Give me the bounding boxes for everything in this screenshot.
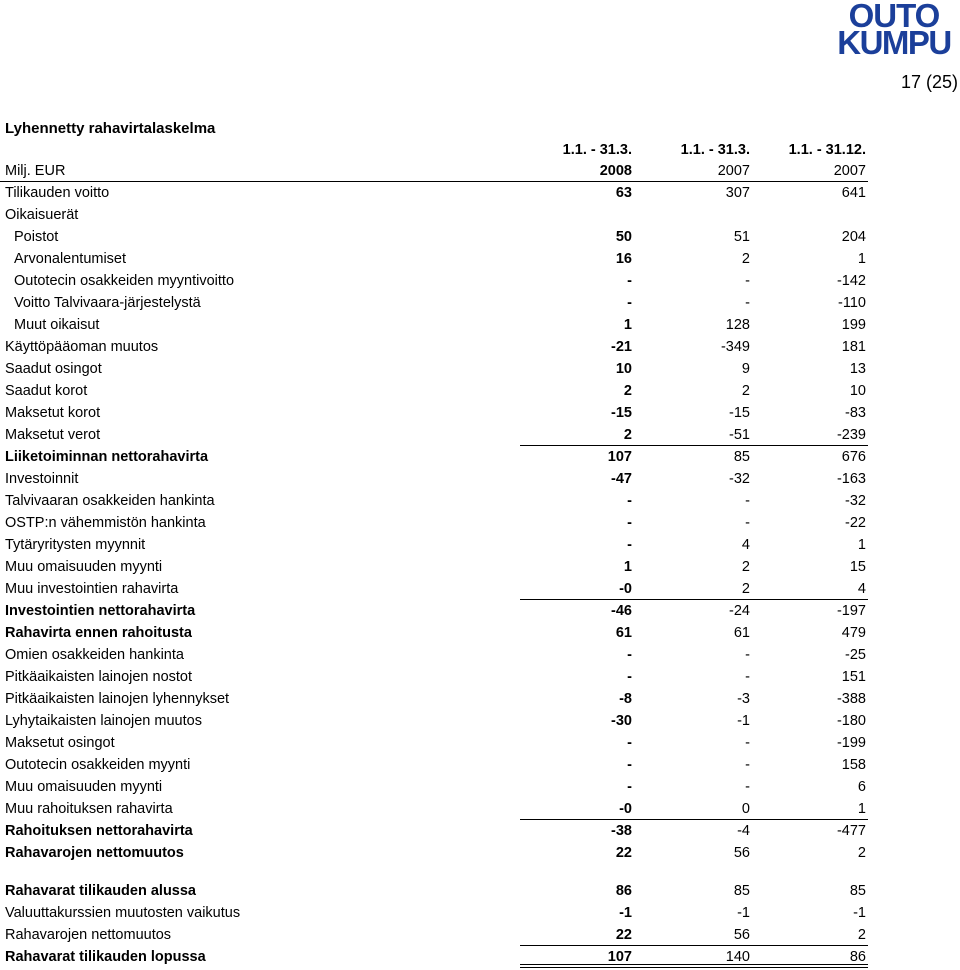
- row-value-col1: -30: [611, 713, 632, 729]
- table-rule: [0, 181, 868, 182]
- table-header-row: [0, 160, 960, 182]
- table-row: [0, 380, 960, 402]
- row-value-col1: -: [627, 515, 632, 531]
- table-row: [0, 710, 960, 732]
- row-value-col1: 10: [615, 361, 632, 377]
- row-label: Rahavarat tilikauden alussa: [5, 883, 196, 899]
- row-value-col2: -51: [729, 427, 750, 443]
- row-value-col1: 2: [623, 383, 632, 399]
- year-header-2: 2007: [717, 163, 750, 179]
- table-row: [0, 358, 960, 380]
- period-header-1: 1.1. - 31.3.: [562, 142, 632, 158]
- table-rule: [520, 819, 868, 820]
- row-value-col2: 2: [741, 251, 750, 267]
- table-row: [0, 578, 960, 600]
- row-value-col1: -21: [611, 339, 632, 355]
- table-row: [0, 880, 960, 902]
- table-row: [0, 424, 960, 446]
- table-row: [0, 732, 960, 754]
- table-row: [0, 512, 960, 534]
- row-label: Talvivaaran osakkeiden hankinta: [5, 493, 215, 509]
- row-label: Muu omaisuuden myynti: [5, 779, 163, 795]
- table-row: [0, 446, 960, 468]
- table-row: [0, 292, 960, 314]
- row-value-col1: 107: [607, 949, 632, 965]
- row-label: Rahavirta ennen rahoitusta: [5, 625, 192, 641]
- row-label: Maksetut verot: [5, 427, 101, 443]
- row-value-col3: 676: [841, 449, 866, 465]
- row-value-col3: -1: [853, 905, 866, 921]
- row-value-col3: -180: [836, 713, 866, 729]
- table-row: [0, 556, 960, 578]
- row-label: Saadut osingot: [5, 361, 102, 377]
- row-value-col1: -: [627, 273, 632, 289]
- row-value-col3: -163: [836, 471, 866, 487]
- table-row: [0, 226, 960, 248]
- table-row: [0, 776, 960, 798]
- row-value-col1: 1: [623, 559, 632, 575]
- table-row: [0, 600, 960, 622]
- table-row: [0, 534, 960, 556]
- row-label: Muu investointien rahavirta: [5, 581, 179, 597]
- outokumpu-logo: [829, 0, 960, 56]
- row-value-col3: 151: [841, 669, 866, 685]
- table-row: [0, 842, 960, 864]
- logo-text-line1: OUTO: [848, 0, 940, 34]
- row-value-col2: 56: [733, 927, 750, 943]
- row-label: Pitkäaikaisten lainojen lyhennykset: [5, 691, 230, 707]
- row-value-col1: -: [627, 669, 632, 685]
- row-value-col3: 10: [849, 383, 866, 399]
- table-row: [0, 666, 960, 688]
- row-label: Oikaisuerät: [5, 207, 79, 223]
- row-value-col3: 86: [849, 949, 866, 965]
- row-value-col1: 22: [615, 927, 632, 943]
- document-title: Lyhennetty rahavirtalaskelma: [5, 120, 216, 137]
- row-value-col3: 641: [841, 185, 866, 201]
- row-value-col1: -: [627, 779, 632, 795]
- row-value-col2: 61: [733, 625, 750, 641]
- row-label: Muu omaisuuden myynti: [5, 559, 163, 575]
- row-label: Rahoituksen nettorahavirta: [5, 823, 193, 839]
- row-value-col2: 307: [725, 185, 750, 201]
- row-value-col1: -15: [611, 405, 632, 421]
- page-number: 17 (25): [900, 72, 958, 92]
- row-value-col3: -25: [845, 647, 866, 663]
- row-value-col2: 2: [741, 559, 750, 575]
- row-label: Lyhytaikaisten lainojen muutos: [5, 713, 202, 729]
- row-label: Muut oikaisut: [14, 317, 100, 333]
- row-value-col1: -0: [619, 801, 632, 817]
- row-value-col2: -1: [737, 905, 750, 921]
- table-row: [0, 248, 960, 270]
- table-row: [0, 644, 960, 666]
- row-value-col1: -: [627, 757, 632, 773]
- row-value-col3: -110: [838, 295, 866, 311]
- row-value-col2: -: [745, 295, 750, 311]
- logo-text-line2: KUMPU: [837, 24, 951, 56]
- row-value-col3: 479: [841, 625, 866, 641]
- row-label: Arvonalentumiset: [14, 251, 127, 267]
- row-label: Poistot: [14, 229, 59, 245]
- row-value-col2: 0: [741, 801, 750, 817]
- row-label: Maksetut korot: [5, 405, 101, 421]
- table-row: [0, 270, 960, 292]
- row-value-col2: 4: [741, 537, 750, 553]
- row-label: OSTP:n vähemmistön hankinta: [5, 515, 206, 531]
- row-value-col3: -477: [836, 823, 866, 839]
- row-value-col3: -199: [836, 735, 866, 751]
- row-value-col1: 63: [615, 185, 632, 201]
- row-value-col3: 2: [857, 845, 866, 861]
- table-double-rule: [520, 964, 868, 965]
- table-row: [0, 924, 960, 946]
- row-value-col2: 85: [733, 883, 750, 899]
- row-label: Tytäryritysten myynnit: [5, 537, 146, 553]
- period-header-2: 1.1. - 31.3.: [680, 142, 750, 158]
- row-value-col2: -: [745, 273, 750, 289]
- table-rule: [520, 945, 868, 946]
- row-value-col2: 85: [733, 449, 750, 465]
- row-value-col3: 6: [857, 779, 866, 795]
- row-value-col3: 85: [849, 883, 866, 899]
- row-label: Omien osakkeiden hankinta: [5, 647, 184, 663]
- row-value-col3: -388: [836, 691, 866, 707]
- table-rule: [520, 967, 868, 968]
- row-value-col1: 107: [607, 449, 632, 465]
- row-value-col2: -: [745, 669, 750, 685]
- row-value-col1: -47: [611, 471, 632, 487]
- year-header-1: 2008: [599, 163, 632, 179]
- row-value-col2: -24: [729, 603, 750, 619]
- row-value-col1: -38: [611, 823, 632, 839]
- row-label: Tilikauden voitto: [5, 185, 110, 201]
- row-value-col2: -: [745, 515, 750, 531]
- row-value-col1: -: [627, 735, 632, 751]
- row-value-col3: 2: [857, 927, 866, 943]
- row-label: Valuuttakurssien muutosten vaikutus: [5, 905, 241, 921]
- row-label: Käyttöpääoman muutos: [5, 339, 159, 355]
- row-value-col3: 1: [857, 537, 866, 553]
- table-row: [0, 314, 960, 336]
- row-value-col1: 2: [623, 427, 632, 443]
- row-value-col3: 158: [841, 757, 866, 773]
- table-row: [0, 182, 960, 204]
- row-value-col3: 15: [849, 559, 866, 575]
- row-value-col2: -: [745, 757, 750, 773]
- row-value-col3: -32: [845, 493, 866, 509]
- row-value-col3: -239: [836, 427, 866, 443]
- row-value-col1: 1: [623, 317, 632, 333]
- row-value-col3: -22: [845, 515, 866, 531]
- table-row: [0, 902, 960, 924]
- row-label: Investoinnit: [5, 471, 79, 487]
- row-value-col1: -: [627, 493, 632, 509]
- row-value-col2: -349: [720, 339, 750, 355]
- row-value-col2: -: [745, 735, 750, 751]
- row-value-col3: -83: [845, 405, 866, 421]
- row-value-col3: 204: [841, 229, 866, 245]
- row-value-col2: -15: [729, 405, 750, 421]
- row-value-col1: 61: [615, 625, 632, 641]
- row-label: Pitkäaikaisten lainojen nostot: [5, 669, 193, 685]
- row-value-col3: 1: [857, 801, 866, 817]
- row-value-col2: 140: [725, 949, 750, 965]
- row-value-col1: -46: [611, 603, 632, 619]
- row-value-col3: -142: [836, 273, 866, 289]
- row-value-col2: -3: [737, 691, 750, 707]
- row-label: Rahavarojen nettomuutos: [5, 845, 184, 861]
- table-row: [0, 402, 960, 424]
- row-label: Outotecin osakkeiden myynti: [5, 757, 191, 773]
- table-row: [0, 468, 960, 490]
- row-label: Investointien nettorahavirta: [5, 603, 196, 619]
- row-value-col3: 1: [857, 251, 866, 267]
- row-label: Rahavarojen nettomuutos: [5, 927, 172, 943]
- row-value-col1: -: [627, 647, 632, 663]
- row-value-col2: 2: [741, 581, 750, 597]
- row-value-col3: 13: [849, 361, 866, 377]
- unit-label: Milj. EUR: [5, 163, 66, 179]
- table-rule: [520, 445, 868, 446]
- period-header-3: 1.1. - 31.12.: [788, 142, 866, 158]
- row-value-col2: -: [745, 647, 750, 663]
- row-value-col2: -1: [737, 713, 750, 729]
- row-value-col1: -1: [619, 905, 632, 921]
- row-value-col1: 16: [615, 251, 632, 267]
- row-value-col3: 181: [841, 339, 866, 355]
- row-label: Maksetut osingot: [5, 735, 115, 751]
- year-header-3: 2007: [833, 163, 866, 179]
- row-label: Liiketoiminnan nettorahavirta: [5, 449, 209, 465]
- row-label: Voitto Talvivaara-järjestelystä: [14, 295, 201, 311]
- row-value-col2: -: [745, 779, 750, 795]
- row-value-col1: -0: [619, 581, 632, 597]
- table-row: [0, 820, 960, 842]
- row-value-col2: 128: [725, 317, 750, 333]
- row-label: Rahavarat tilikauden lopussa: [5, 949, 206, 965]
- table-rule: [520, 599, 868, 600]
- row-value-col3: 199: [841, 317, 866, 333]
- table-row: [0, 754, 960, 776]
- row-value-col1: 22: [615, 845, 632, 861]
- row-label: Outotecin osakkeiden myyntivoitto: [14, 273, 235, 289]
- row-value-col2: -4: [737, 823, 750, 839]
- row-value-col1: 50: [615, 229, 632, 245]
- row-label: Saadut korot: [5, 383, 88, 399]
- row-value-col3: -197: [836, 603, 866, 619]
- row-value-col1: -: [627, 537, 632, 553]
- table-row: [0, 490, 960, 512]
- row-value-col2: -32: [729, 471, 750, 487]
- row-value-col2: 9: [741, 361, 750, 377]
- table-row: [0, 204, 960, 226]
- table-row: [0, 622, 960, 644]
- row-label: Muu rahoituksen rahavirta: [5, 801, 173, 817]
- row-value-col2: -: [745, 493, 750, 509]
- row-value-col1: 86: [615, 883, 632, 899]
- row-value-col1: -: [627, 295, 632, 311]
- table-row: [0, 798, 960, 820]
- row-value-col1: -8: [619, 691, 632, 707]
- row-value-col3: 4: [857, 581, 866, 597]
- row-value-col2: 2: [741, 383, 750, 399]
- table-row: [0, 336, 960, 358]
- table-row: [0, 688, 960, 710]
- row-value-col2: 51: [733, 229, 750, 245]
- row-value-col2: 56: [733, 845, 750, 861]
